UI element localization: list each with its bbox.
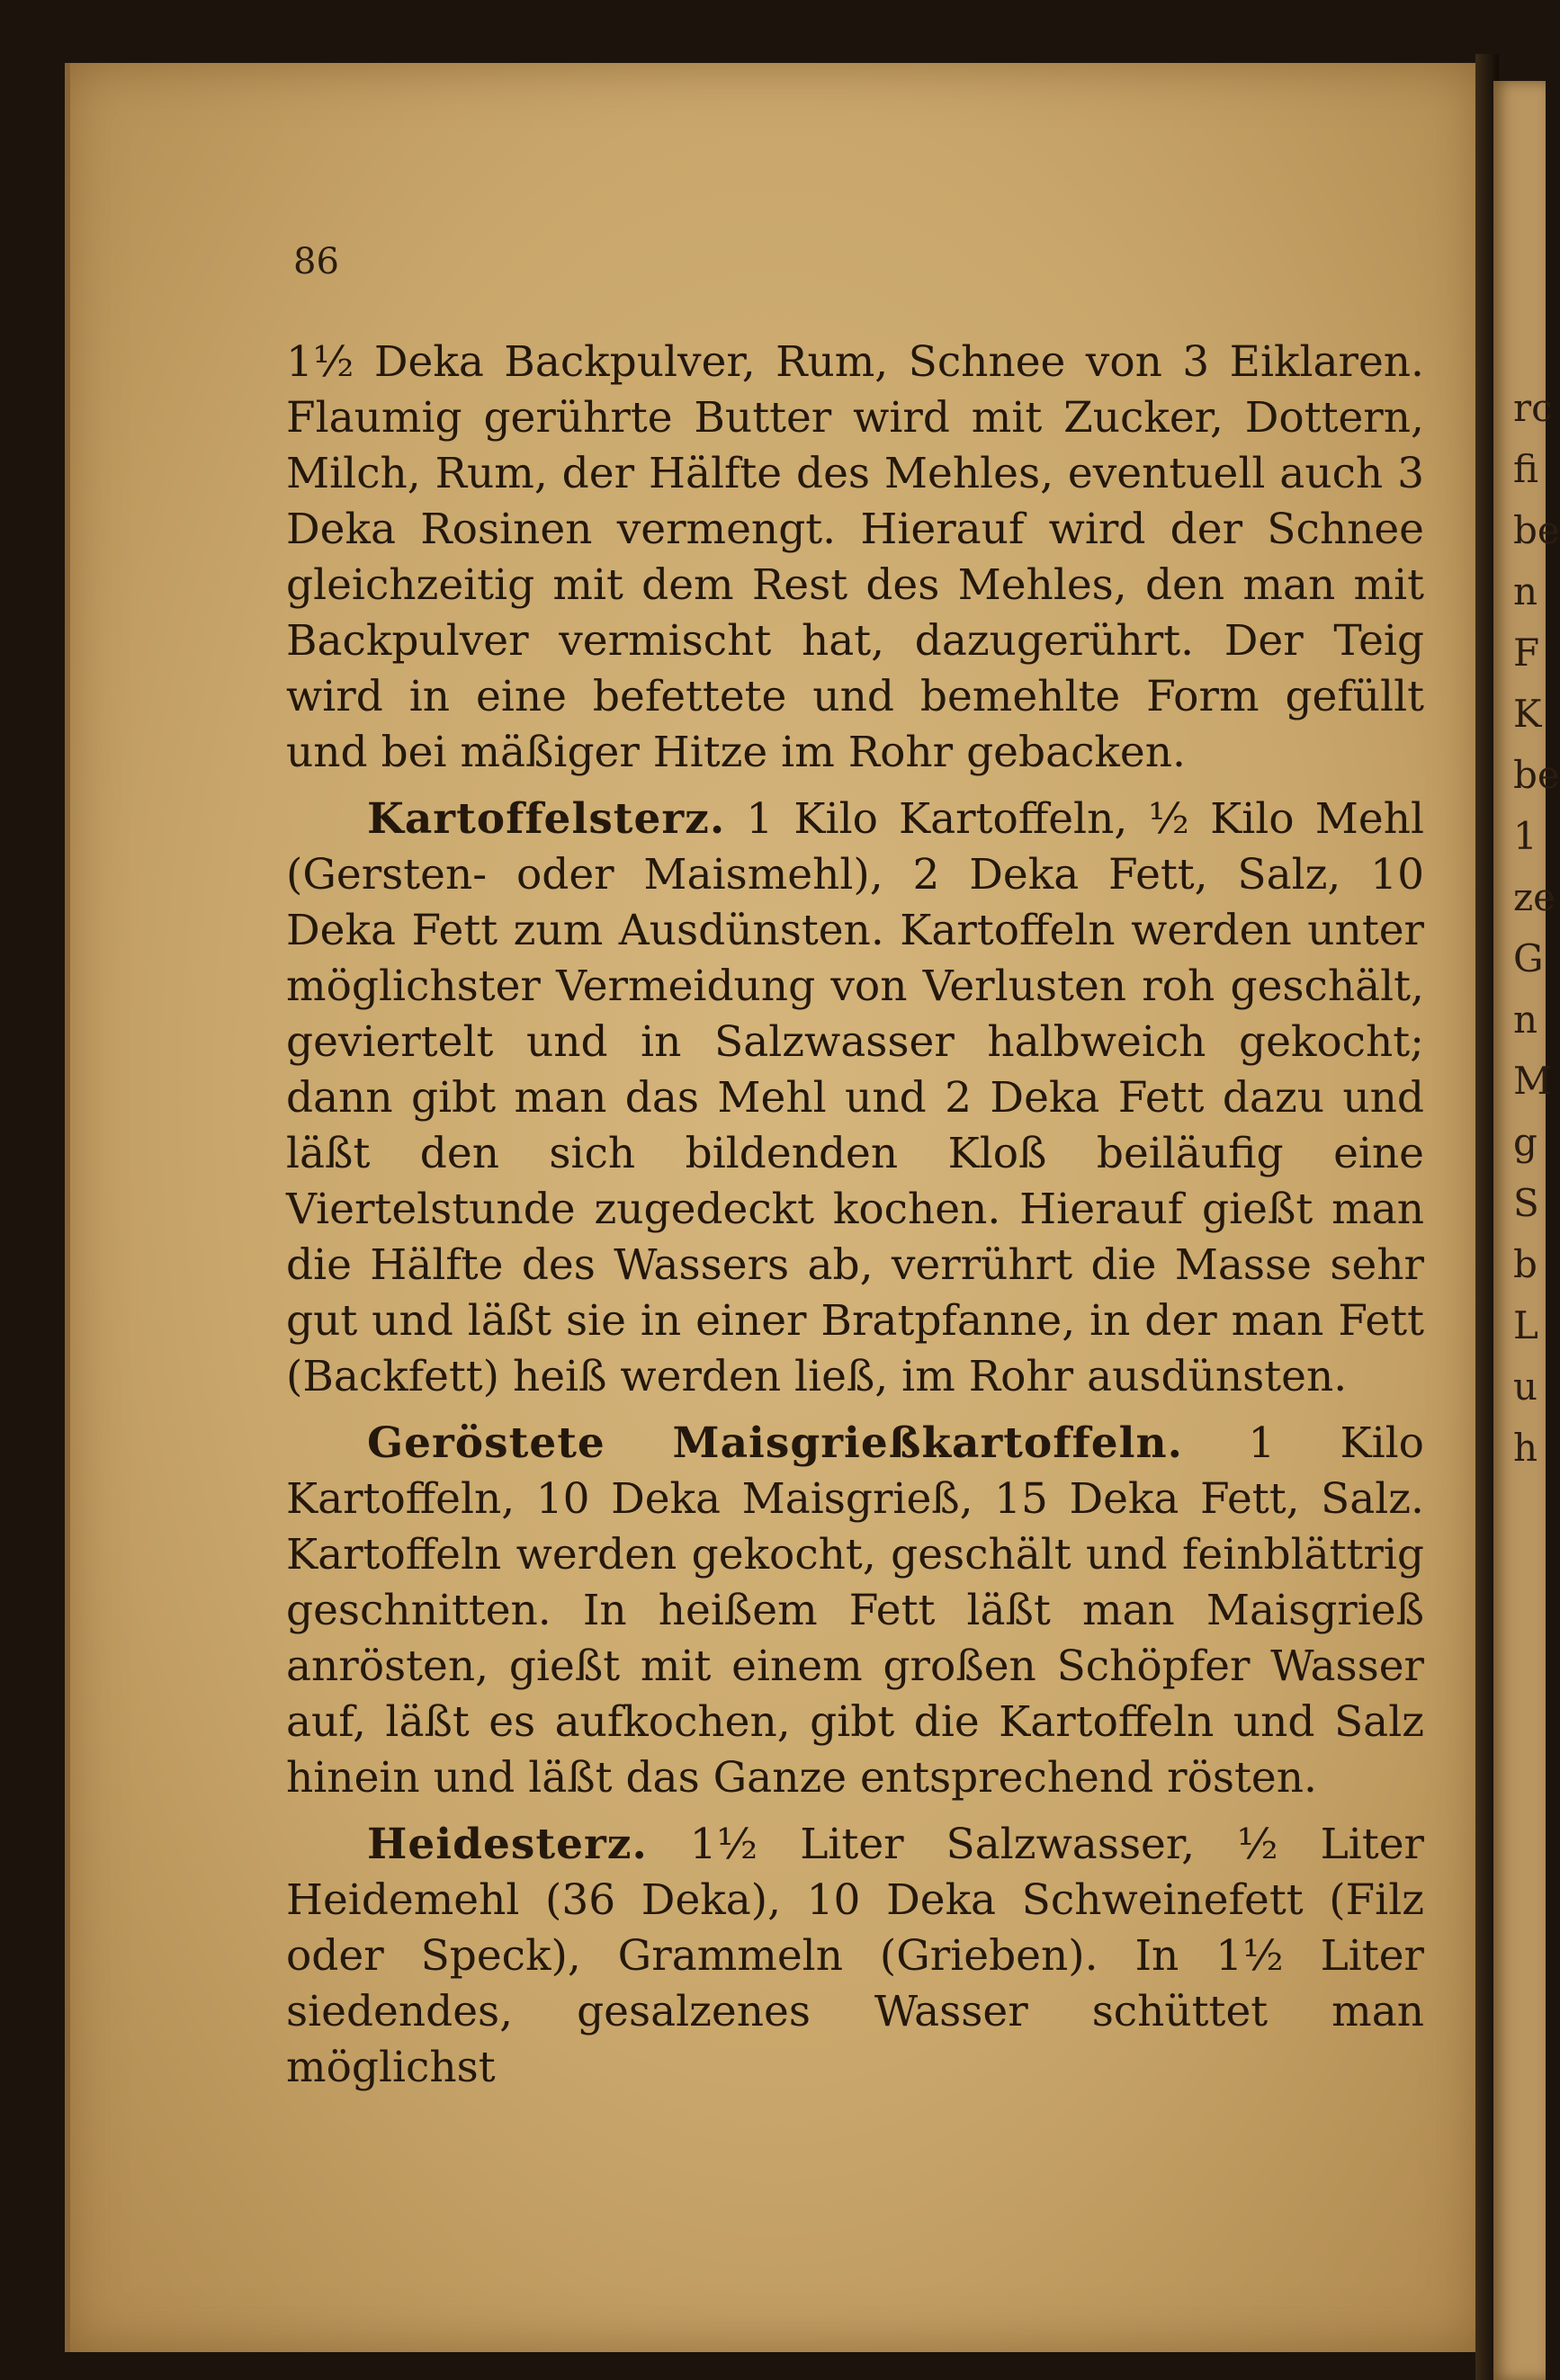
facing-page-fragment: g (1513, 1120, 1538, 1164)
page-number: 86 (293, 241, 339, 282)
facing-page-fragment: ze (1513, 875, 1556, 919)
facing-page-fragment: rc (1513, 386, 1553, 430)
recipe-paragraph (286, 335, 1424, 781)
facing-page-fragment: b (1513, 1242, 1538, 1286)
facing-page-fragment: n (1513, 998, 1538, 1042)
facing-page-fragment: L (1513, 1303, 1538, 1347)
facing-page-fragment: K (1513, 692, 1542, 736)
facing-page-fragment: M (1513, 1059, 1553, 1103)
recipe-paragraph (286, 1817, 1424, 2096)
facing-page-fragment: fi (1513, 447, 1539, 491)
facing-page-fragment: S (1513, 1181, 1539, 1225)
recipe-text-block (286, 335, 1424, 2107)
recipe-paragraph (286, 1416, 1424, 1806)
page-left-edge (65, 63, 70, 2352)
facing-page-fragment: be (1513, 508, 1560, 552)
facing-page-fragment: F (1513, 631, 1540, 675)
recipe-title: Kartoffelsterz. (367, 794, 726, 844)
facing-page-fragment: 1 (1513, 814, 1538, 858)
facing-page-fragment: n (1513, 569, 1538, 613)
recipe-paragraph-text: 1½ Liter Salzwasser, ½ Liter Heidemehl (36 Deka), 10 Deka Schweinefett (Filz oder Speck), Grammeln (Grieben). In 1½ Liter siedendes, gesalzenes Wasser schüttet man möglichst (286, 1820, 1424, 2092)
facing-page-fragment: be (1513, 753, 1560, 797)
recipe-paragraph-text: 1 Kilo Kartoffeln, 10 Deka Maisgrieß, 15 Deka Fett, Salz. Kartoffeln werden gekocht, geschält und feinblättrig geschnitten. In heißem Fett läßt man Maisgrieß anrösten, gießt mit einem großen Schöpfer Wasser auf, läßt es aufkochen, gibt die Kartoffeln und Salz hinein und läßt das Ganze entsprechend rösten. (286, 1418, 1424, 1803)
facing-page-fragments (1513, 378, 1560, 1479)
facing-page-fragment: G (1513, 936, 1544, 980)
recipe-title: Geröstete Maisgrießkartoffeln. (367, 1418, 1184, 1468)
recipe-paragraph-text: 1 Kilo Kartoffeln, ½ Kilo Mehl (Gersten- oder Maismehl), 2 Deka Fett, Salz, 10 Deka Fett zum Ausdünsten. Kartoffeln werden unter möglichster Vermeidung von Verlusten roh geschält, geviertelt und in Salzwasser halbweich gekocht; dann gibt man das Mehl und 2 Deka Fett dazu und läßt den sich bildenden Kloß beiläufig eine Viertelstunde zugedeckt kochen. Hierauf gießt man die Hälfte des Wassers ab, verrührt die Masse sehr gut und läßt sie in einer Bratpfanne, in der man Fett (Backfett) heiß werden ließ, im Rohr ausdünsten. (286, 794, 1424, 1401)
facing-page-fragment: h (1513, 1426, 1538, 1470)
recipe-paragraph (286, 792, 1424, 1405)
facing-page-fragment: u (1513, 1364, 1538, 1409)
recipe-title: Heidesterz. (367, 1820, 648, 1869)
recipe-paragraph-text: 1½ Deka Backpulver, Rum, Schnee von 3 Eiklaren. Flaumig gerührte Butter wird mit Zucker, Dottern, Milch, Rum, der Hälfte des Mehles, eventuell auch 3 Deka Rosinen vermengt. Hierauf wird der Schnee gleichzeitig mit dem Rest des Mehles, den man mit Backpulver vermischt hat, dazugerührt. Der Teig wird in eine befettete und bemehlte Form gefüllt und bei mäßiger Hitze im Rohr gebacken. (286, 337, 1424, 777)
